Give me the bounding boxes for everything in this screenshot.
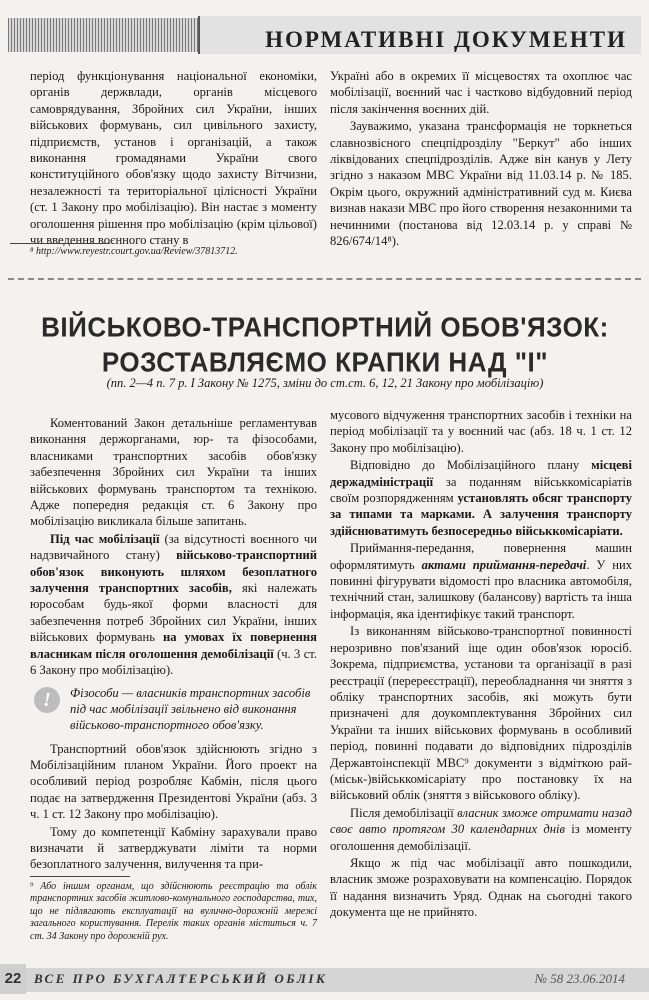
paragraph: Зауважимо, указана трансформація не торкнеться славнозвісного спецпідрозділу "Беркут" або інших ліквідованих спецпідрозділів. Адже він канув у Лету згідно з наказом МВС України від 11.03.14 р. № 185. Окрім цього, окружний адміністративний суд м. Києва визнав накази МВС про його створення незаконними та нечинними (постанова від 12.03.14 р. у справі № 826/674/14⁸). [330, 119, 632, 249]
paragraph: період функціонування національної економіки, органів держвлади, органів місцевого самоврядування, Збройних сил України, інших військових формувань, сил цивільного захисту, підприємств, установ і організацій, а також виконання громадянами України свого конституційного обов'язку щодо захисту Вітчизни, незалежності та територіальної цілісності України (ст. 1 Закону про мобілізацію). Він настає з моменту оголошення рішення про мобілізацію (крім цільової) чи введення воєнного стану в [30, 69, 317, 248]
paragraph: Із виконанням військово-транспортної повинності нерозривно пов'язаний іще один обов'язок юросіб. Зокрема, підприємства, установи та організації в разі реєстрації (перереєстрації), переобладнання чи зняття з обліку транспортних засобів, які можуть бути призначені для доукомплектування Збройних сил України та інших військових формувань в особливий період, повинні подавати до відповідних підрозділів Державтоінспекції МВС⁹ документи з відміткою рай-(міськ-)військкомісаріату про постановку їх на військовий облік (зняття з військового обліку). [330, 624, 632, 803]
paragraph: Приймання-передання, повернення машин оформлятимуть актами приймання-передачі. У них повинні фігурувати відомості про власника автомобіля, технічний стан, залишкову (балансову) вартість та інша інформація, яка ідентифікує такий транспорт. [330, 541, 632, 621]
top-right-column [330, 68, 632, 250]
article-divider [8, 278, 641, 280]
exclamation-icon: ! [34, 687, 60, 713]
footnote-rule [10, 243, 110, 244]
article-right-column [330, 407, 632, 922]
article-title-line-1: ВІЙСЬКОВО-ТРАНСПОРТНИЙ ОБОВ'ЯЗОК: [41, 311, 609, 343]
article-title [40, 310, 610, 379]
footnote-rule [30, 876, 130, 877]
page-number: 22 [0, 964, 26, 994]
article-subtitle: (пп. 2—4 п. 7 р. І Закону № 1275, зміни до ст.ст. 6, 12, 21 Закону про мобілізацію) [106, 376, 544, 390]
header-plate [198, 16, 641, 54]
paragraph: мусового відчуження транспортних засобів і техніки на період мобілізації та у воєнний час (абз. 18 ч. 1 ст. 12 Закону про мобілізацію). [330, 408, 632, 455]
issue-info: № 58 23.06.2014 [534, 971, 625, 986]
paragraph: Тому до компетенції Кабміну зарахували право визначати й затверджувати ліміти та норми безоплатного залучення, вилучення та при- [30, 824, 317, 872]
paragraph: Коментований Закон детальніше регламентував виконання держорганами, юр- та фізособами, власниками транспортних засобів обов'язку забезпечення Збройних сил України та інших військових формувань транспортом та технікою. Адже попередня редакція ст. 6 Закону про мобілізацію викликала більше запитань. [30, 416, 317, 529]
paragraph: Україні або в окремих її місцевостях та охоплює час мобілізації, воєнний час і частково відбудовний період після закінчення воєнних дій. [330, 69, 632, 116]
section-header [8, 10, 641, 58]
paragraph: Під час мобілізації (за відсутності воєнного чи надзвичайного стану) військово-транспортний обов'язок виконують шляхом безоплатного залучення транспортних засобів, які належать юрособам будь-якої форми власності для забезпечення потреб Збройних сил України, інших військових формувань на умовах їх повернення власникам після оголошення демобілізації (ч. 3 ст. 6 Закону про мобілізацію). [30, 531, 317, 678]
paragraph: Відповідно до Мобілізаційного плану місцеві держадміністрації за поданням військкомісаріатів своїм розпорядженням установлять обсяг транспорту за типами та марками. А залучення транспорту здійснюватимуть безпосередньо військкомісаріати. [330, 458, 632, 538]
footnote-9: ⁹ Або іншим органам, що здійснюють реєстрацію та облік транспортних засобів житлово-комунального господарства, тих, що не підлягають експлуатації на вулично-дорожній мережі загального користування. Перелік таких органів міститься ч. 7 ст. 34 Закону про дорожній рух. [30, 881, 317, 942]
page-footer [0, 960, 649, 1000]
paragraph: Якщо ж під час мобілізації авто пошкодили, власник зможе розраховувати на компенсацію. Порядок її надання визначить Уряд. Однак на сьогодні такого документа ще не прийнято. [330, 855, 632, 920]
magazine-title: ВСЕ ПРО БУХГАЛТЕРСЬКИЙ ОБЛІК [34, 971, 328, 986]
paragraph: Після демобілізації власник зможе отримати назад своє авто протягом 30 календарних днів із моменту оголошення демобілізації. [330, 805, 632, 853]
note-text: Фізособи — власників транспортних засобів під час мобілізації звільнено від виконання військово-транспортного обов'язку. [70, 685, 311, 732]
paragraph: Транспортний обов'язок здійснюють згідно з Мобілізаційним планом України. Його проект на особливий період розробляє Кабмін, після цього подає на затвердження Президентові України (абз. 3 ч. 1 ст. 12 Закону про мобілізацію). [30, 741, 317, 822]
article-left-column [30, 415, 317, 874]
article-title-line-2: РОЗСТАВЛЯЄМО КРАПКИ НАД "І" [101, 346, 549, 378]
top-left-column [30, 68, 317, 249]
info-note [30, 685, 317, 733]
section-title: НОРМАТИВНІ ДОКУМЕНТИ [265, 27, 627, 52]
footnote-8: ⁸ http://www.reyestr.court.gov.ua/Review/37813712. [30, 246, 238, 257]
